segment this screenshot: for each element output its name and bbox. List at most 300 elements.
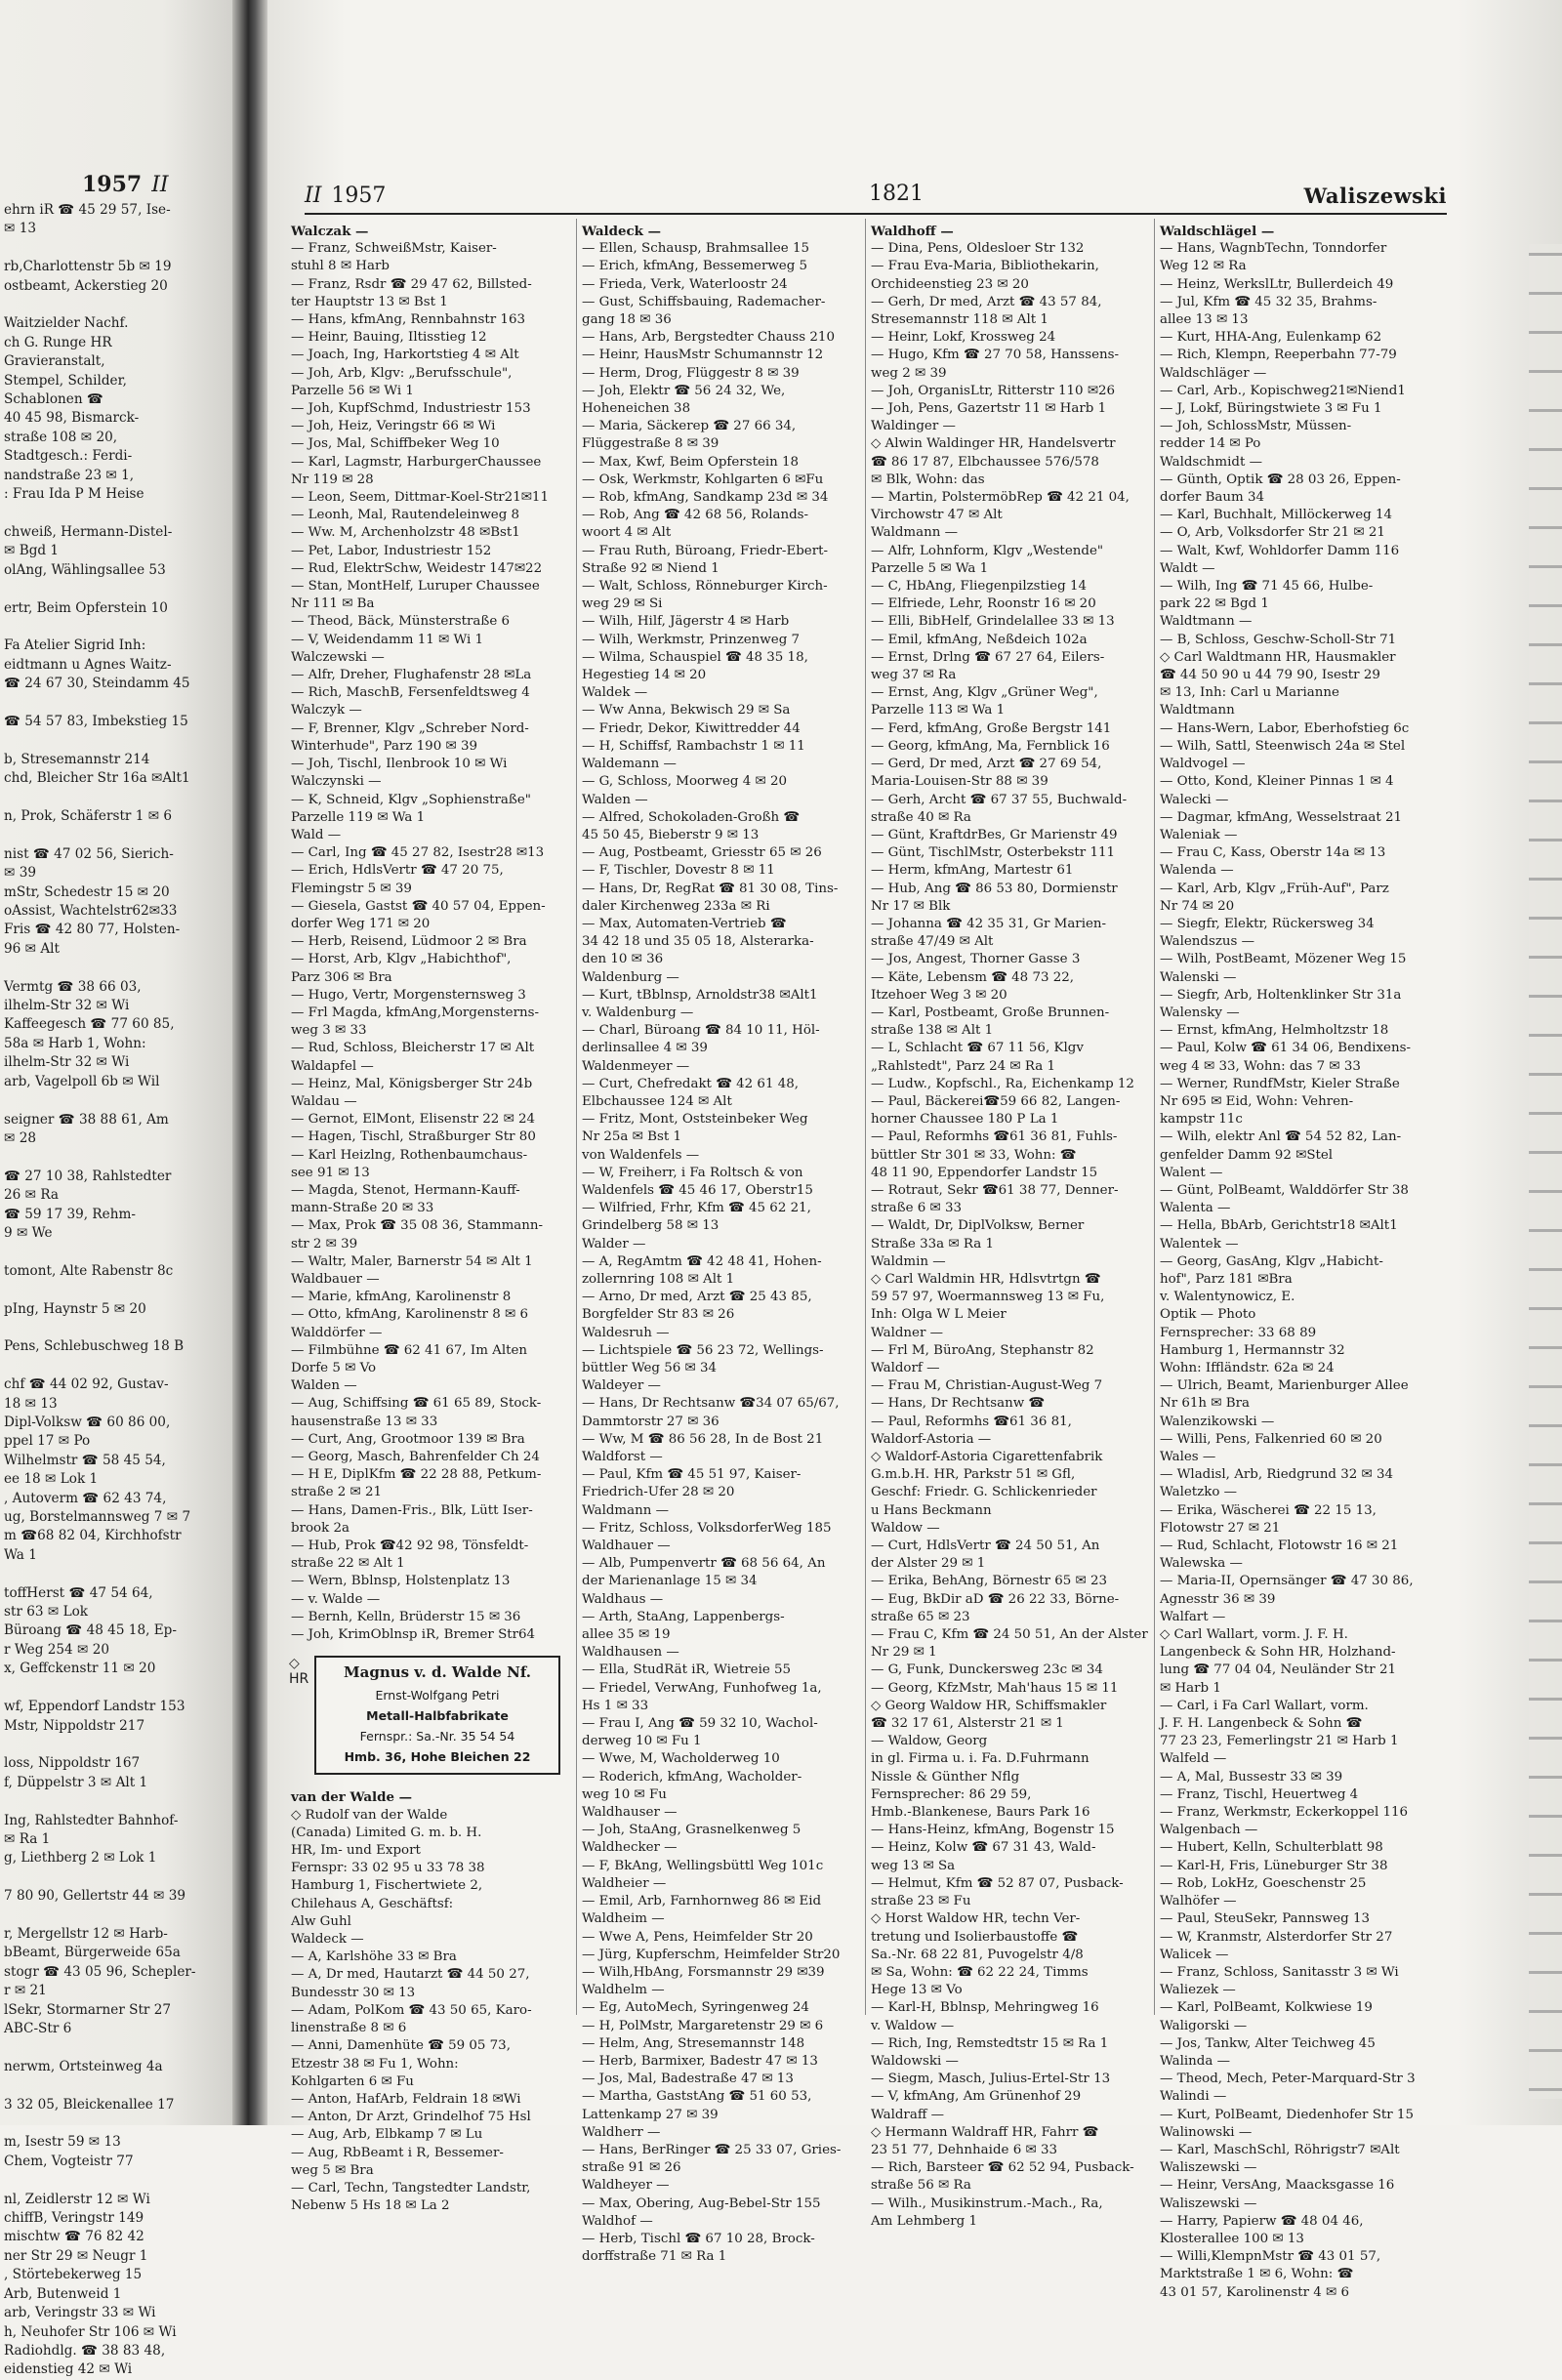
directory-entry-line: — Aug, Arb, Elbkamp 7 ✉ Lu xyxy=(291,2127,483,2143)
right-header-left xyxy=(305,184,386,208)
directory-entry-line: — Maria-II, Opernsänger ☎ 47 30 86, xyxy=(1160,1574,1414,1589)
directory-entry-line xyxy=(4,1319,228,1337)
directory-entry-line: — Erich, HdlsVertr ☎ 47 20 75, xyxy=(291,863,504,879)
directory-entry-line: — Gerd, Dr med, Arzt ☎ 27 69 54, xyxy=(871,757,1102,772)
directory-entry-line: — Hans, Dr, RegRat ☎ 81 30 08, Tins- xyxy=(582,881,839,896)
column-rule xyxy=(576,219,577,2015)
directory-entry-line: ppel 17 ✉ Po xyxy=(4,1433,91,1450)
directory-entry-line: Chem, Vogteistr 77 xyxy=(4,2153,134,2169)
directory-entry-line: — Joh, Arb, Klgv: „Berufsschule", xyxy=(291,365,513,381)
directory-entry-line: — Hans-Heinz, kfmAng, Bogenstr 15 xyxy=(871,1823,1115,1838)
directory-entry-line: Schablonen ☎ xyxy=(4,391,103,408)
directory-entry-line: , Autoverm ☎ 62 43 74, xyxy=(4,1490,167,1506)
directory-entry-line: brook 2a xyxy=(291,1520,349,1536)
directory-entry-line: ostbeamt, Ackerstieg 20 xyxy=(4,277,168,294)
directory-entry-line: „Rahlstedt", Parz 24 ✉ Ra 1 xyxy=(871,1058,1056,1074)
directory-entry-line: weg 4 ✉ 33, Wohn: das 7 ✉ 33 xyxy=(1160,1058,1361,1074)
directory-entry-line: Büroang ☎ 48 45 18, Ep- xyxy=(4,1622,177,1639)
directory-entry-line: — Jos, Mal, Badestraße 47 ✉ 13 xyxy=(582,2072,794,2087)
directory-entry-line: Etzestr 38 ✉ Fu 1, Wohn: xyxy=(291,2056,459,2072)
directory-entry-line: — Siegfr, Arb, Holtenklinker Str 31a xyxy=(1160,987,1402,1003)
directory-entry-line xyxy=(4,1792,228,1811)
directory-entry-line: — Marie, kfmAng, Karolinenstr 8 xyxy=(291,1290,512,1305)
directory-entry-line: Waldheyer — xyxy=(582,2178,670,2194)
directory-entry-line: ◇ Alwin Waldinger HR, Handelsvertr xyxy=(871,436,1116,452)
directory-entry-line: oAssist, Wachtelstr62✉33 xyxy=(4,903,178,920)
directory-entry-line: Nr 74 ✉ 20 xyxy=(1160,898,1235,914)
left-header-section: II xyxy=(151,173,169,197)
directory-entry-line: — A, Karlshöhe 33 ✉ Bra xyxy=(291,1949,457,1965)
directory-entry-line: Sa.-Nr. 68 22 81, Puvogelstr 4/8 xyxy=(871,1947,1084,1962)
directory-entry-line: ✉ 13, Inh: Carl u Marianne xyxy=(1160,685,1339,701)
directory-entry-line: — H, Schiffsf, Rambachstr 1 ✉ 11 xyxy=(582,738,805,754)
right-page xyxy=(267,0,1562,2300)
directory-entry-line: — Ella, StudRät iR, Wietreie 55 xyxy=(582,1662,792,1678)
directory-entry-line: — Rob, LokHz, Goeschenstr 25 xyxy=(1160,1875,1367,1891)
directory-entry-line: — Hans, Damen-Fris., Blk, Lütt Iser- xyxy=(291,1502,533,1518)
directory-entry-line: Mstr, Nippoldstr 217 xyxy=(4,1717,145,1734)
directory-entry-line: — Hans, kfmAng, Rennbahnstr 163 xyxy=(291,312,525,328)
directory-entry-line: Orchideenstieg 23 ✉ 20 xyxy=(871,276,1029,292)
directory-entry-line: — Ernst, kfmAng, Helmholtzstr 18 xyxy=(1160,1023,1389,1039)
directory-entry-line: — Max, Automaten-Vertrieb ☎ xyxy=(582,916,787,931)
directory-entry-line: woort 4 ✉ Alt xyxy=(582,525,672,541)
directory-entry-line: Waldemann — xyxy=(582,757,677,772)
directory-entry-line: — Gerh, Archt ☎ 67 37 55, Buchwald- xyxy=(871,792,1128,807)
directory-entry-line: Walicek — xyxy=(1160,1947,1229,1962)
directory-entry-line: — Walt, Schloss, Rönneburger Kirch- xyxy=(582,579,828,595)
directory-entry-line: — Heinz, WerkslLtr, Bullerdeich 49 xyxy=(1160,276,1394,292)
directory-entry-line: — Anton, Dr Arzt, Grindelhof 75 Hsl xyxy=(291,2110,531,2125)
directory-entry-line: — Ferd, kfmAng, Große Bergstr 141 xyxy=(871,720,1112,736)
directory-entry-line: — Herb, Barmixer, Badestr 47 ✉ 13 xyxy=(582,2053,818,2069)
directory-entry-line: — Carl, i Fa Carl Wallart, vorm. xyxy=(1160,1698,1369,1713)
directory-entry-line: — Pet, Labor, Industriestr 152 xyxy=(291,543,492,558)
directory-entry-line: Virchowstr 47 ✉ Alt xyxy=(871,508,1003,523)
directory-entry-line: Dipl-Volksw ☎ 60 86 00, xyxy=(4,1415,171,1430)
directory-entry-line: Klosterallee 100 ✉ 13 xyxy=(1160,2231,1304,2246)
directory-entry-line: g, Liethberg 2 ✉ Lok 1 xyxy=(4,1850,157,1867)
directory-entry-line: — Theod, Mech, Peter-Marquard-Str 3 xyxy=(1160,2072,1416,2087)
directory-entry-line: Waldvogel — xyxy=(1160,757,1246,772)
directory-entry-line: Arb, Butenweid 1 xyxy=(4,2285,122,2302)
directory-entry-line: 3 32 05, Bleickenallee 17 xyxy=(4,2096,175,2113)
directory-entry-line: — Wwe, M, Wacholderweg 10 xyxy=(582,1751,780,1767)
directory-entry-line: ✉ 13 xyxy=(4,221,37,237)
directory-entry-line: Lattenkamp 27 ✉ 39 xyxy=(582,2107,719,2122)
directory-entry-line: straße 6 ✉ 33 xyxy=(871,1201,963,1216)
directory-entry-line: 40 45 98, Bismarck- xyxy=(4,410,140,427)
directory-entry-line: Fernsprecher: 33 68 89 xyxy=(1160,1325,1317,1340)
directory-entry-line: — Kurt, PolBeamt, Diedenhofer Str 15 xyxy=(1160,2107,1414,2122)
directory-entry-line: Straße 33a ✉ Ra 1 xyxy=(871,1236,994,1252)
directory-entry-line: — A, RegAmtm ☎ 42 48 41, Hohen- xyxy=(582,1253,822,1269)
directory-entry-line: ug, Borstelmannsweg 7 ✉ 7 xyxy=(4,1509,191,1526)
ad-line-business: Metall-Halbfabrikate xyxy=(366,1708,509,1724)
directory-entry-line: str 63 ✉ Lok xyxy=(4,1604,89,1621)
directory-entry-line: — Emil, kfmAng, Neßdeich 102a xyxy=(871,632,1088,647)
directory-entry-line: weg 29 ✉ Si xyxy=(582,596,663,612)
directory-entry-line: Walgenbach — xyxy=(1160,1823,1258,1838)
directory-entry-line: park 22 ✉ Bgd 1 xyxy=(1160,596,1269,612)
directory-entry-line: — B, Schloss, Geschw-Scholl-Str 71 xyxy=(1160,632,1397,647)
directory-entry-line xyxy=(4,2114,228,2133)
directory-entry-line: ✉ Ra 1 xyxy=(4,1830,51,1847)
directory-entry-line: — Paul, Bäckerei☎59 66 82, Langen- xyxy=(871,1093,1121,1109)
ad-hr: HR xyxy=(289,1671,309,1688)
directory-entry-line: — Herb, Tischl ☎ 67 10 28, Brock- xyxy=(582,2231,815,2246)
directory-entry-line: loss, Nippoldstr 167 xyxy=(4,1755,141,1772)
directory-entry-line: , Störtebekerweg 15 xyxy=(4,2267,143,2283)
directory-entry-line: — Osk, Werkmstr, Kohlgarten 6 ✉Fu xyxy=(582,472,824,487)
directory-entry-line: Parzelle 119 ✉ Wa 1 xyxy=(291,809,426,825)
directory-entry-line: wf, Eppendorf Landstr 153 xyxy=(4,1699,185,1715)
directory-entry-line: — Joh, Heiz, Veringstr 66 ✉ Wi xyxy=(291,419,496,434)
directory-entry-line: chweiß, Hermann-Distel- xyxy=(4,523,173,540)
directory-entry-line: Walfart — xyxy=(1160,1609,1226,1624)
directory-entry-line: eidenstieg 42 ✉ Wi xyxy=(4,2361,133,2378)
directory-entry-line: Weg 12 ✉ Ra xyxy=(1160,259,1247,274)
directory-entry-line: — v. Walde — xyxy=(291,1591,381,1607)
directory-entry-line: — Frl M, BüroAng, Stephanstr 82 xyxy=(871,1342,1094,1358)
directory-entry-line: Stadtgesch.: Ferdi- xyxy=(4,448,133,465)
directory-entry-line: — Stan, MontHelf, Luruper Chaussee xyxy=(291,579,540,595)
directory-entry-line: — Kurt, tBblnsp, Arnoldstr38 ✉Alt1 xyxy=(582,987,818,1003)
directory-entry-line: — Franz, Tischl, Heuertweg 4 xyxy=(1160,1786,1359,1802)
directory-entry-line xyxy=(4,826,228,844)
directory-entry-line: von Waldenfels — xyxy=(582,1147,700,1163)
directory-entry-line: pIng, Haynstr 5 ✉ 20 xyxy=(4,1300,146,1317)
directory-entry-line: — Werner, RundfMstr, Kieler Straße xyxy=(1160,1076,1400,1091)
directory-entry-line: — Anton, HafArb, Feldrain 18 ✉Wi xyxy=(291,2091,521,2107)
directory-entry-line: — Dagmar, kfmAng, Wesselstraat 21 xyxy=(1160,809,1403,825)
directory-entry-line: — Ernst, Drlng ☎ 67 27 64, Eilers- xyxy=(871,649,1105,665)
directory-entry-line: Walddörfer — xyxy=(291,1325,383,1340)
directory-entry-line: — Alb, Pumpenvertr ☎ 68 56 64, An xyxy=(582,1556,826,1572)
directory-entry-line: — Hagen, Tischl, Straßburger Str 80 xyxy=(291,1129,536,1145)
directory-entry-line: Fris ☎ 42 80 77, Holsten- xyxy=(4,922,181,938)
directory-entry-line: stogr ☎ 43 05 96, Schepler- xyxy=(4,1963,196,1980)
directory-entry-line: Friedrich-Ufer 28 ✉ 20 xyxy=(582,1485,735,1500)
directory-entry-line: ◇ Rudolf van der Walde xyxy=(291,1807,448,1823)
directory-entry-line: — Jul, Kfm ☎ 45 32 35, Brahms- xyxy=(1160,294,1377,309)
directory-entry-line: — Hans, Dr Rechtsanw ☎34 07 65/67, xyxy=(582,1396,840,1412)
directory-entry-line: — Alfred, Schokoladen-Großh ☎ xyxy=(582,809,801,825)
directory-entry-line: — Max, Kwf, Beim Opferstein 18 xyxy=(582,454,800,470)
directory-entry-line: Kohlgarten 6 ✉ Fu xyxy=(291,2073,414,2089)
directory-entry-line: Bundesstr 30 ✉ 13 xyxy=(291,1985,416,2000)
directory-entry-line: straße 65 ✉ 23 xyxy=(871,1609,970,1624)
directory-entry-line: — Ww Anna, Bekwisch 29 ✉ Sa xyxy=(582,703,791,718)
directory-entry-line: (Canada) Limited G. m. b. H. xyxy=(291,1825,482,1840)
directory-entry-line: Fernsprecher: 86 29 59, xyxy=(871,1786,1032,1802)
directory-entry-line: — F, BkAng, Wellingsbüttl Weg 101c xyxy=(582,1858,824,1873)
directory-entry-line: — Johanna ☎ 42 35 31, Gr Marien- xyxy=(871,916,1107,931)
directory-entry-line: stuhl 8 ✉ Harb xyxy=(291,259,390,274)
directory-entry-line: Walfeld — xyxy=(1160,1751,1227,1767)
directory-entry-line: ter Hauptstr 13 ✉ Bst 1 xyxy=(291,294,448,309)
directory-entry-line: Wilhelmstr ☎ 58 45 54, xyxy=(4,1452,166,1468)
directory-entry-line: straße 47/49 ✉ Alt xyxy=(871,934,994,950)
directory-entry-line: tretung und Isolierbaustoffe ☎ xyxy=(871,1929,1079,1945)
directory-entry-line: hausenstraße 13 ✉ 33 xyxy=(291,1414,438,1429)
directory-entry-line: Waldherr — xyxy=(582,2124,661,2140)
directory-entry-line: — Walt, Kwf, Wohldorfer Damm 116 xyxy=(1160,543,1400,558)
directory-entry-line: ✉ Bgd 1 xyxy=(4,543,60,559)
directory-entry-line: dorffstraße 71 ✉ Ra 1 xyxy=(582,2249,727,2265)
directory-entry-line: ilhelm-Str 32 ✉ Wi xyxy=(4,1054,130,1071)
directory-entry-line: — Ww. M, Archenholzstr 48 ✉Bst1 xyxy=(291,525,520,541)
directory-entry-line: — Joh, KupfSchmd, Industriestr 153 xyxy=(291,401,531,417)
directory-entry-line: — F, Brenner, Klgv „Schreber Nord- xyxy=(291,720,529,736)
column-1-entries xyxy=(291,223,576,1644)
directory-entry-line: — Joh, SchlossMstr, Müssen- xyxy=(1160,419,1352,434)
directory-entry-line: — Heinr, Lokf, Krossweg 24 xyxy=(871,330,1056,346)
directory-entry-line: — Friedr, Dekor, Kiwittredder 44 xyxy=(582,720,801,736)
column-1-entries-continued xyxy=(291,1788,576,2215)
directory-entry-line: — Wilma, Schauspiel ☎ 48 35 18, xyxy=(582,649,808,665)
directory-entry-line: Flotowstr 27 ✉ 21 xyxy=(1160,1520,1281,1536)
directory-entry-line: ilhelm-Str 32 ✉ Wi xyxy=(4,998,130,1014)
directory-entry-line: — Günth, Optik ☎ 28 03 26, Eppen- xyxy=(1160,472,1401,487)
book-gutter xyxy=(232,0,267,2125)
left-page xyxy=(0,0,232,2378)
directory-entry-line: — Karl, Buchhalt, Millöckerweg 14 xyxy=(1160,508,1393,523)
directory-entry-line: — Frau C, Kfm ☎ 24 50 51, An der Alster xyxy=(871,1627,1148,1643)
directory-entry-line: — Gerh, Dr med, Arzt ☎ 43 57 84, xyxy=(871,294,1102,309)
directory-entry-line: in gl. Firma u. i. Fa. D.Fuhrmann xyxy=(871,1751,1089,1767)
directory-entry-line: — Helmut, Kfm ☎ 52 87 07, Pusback- xyxy=(871,1875,1124,1891)
directory-entry-line: — Herb, Reisend, Lüdmoor 2 ✉ Bra xyxy=(291,934,527,950)
directory-entry-line: ☎ 44 50 90 u 44 79 90, Isestr 29 xyxy=(1160,668,1380,683)
directory-entry-line: Elbchaussee 124 ✉ Alt xyxy=(582,1093,732,1109)
directory-entry-line: dorfer Baum 34 xyxy=(1160,490,1265,506)
directory-entry-line: u Hans Beckmann xyxy=(871,1502,992,1518)
directory-entry-line: Waldhaus — xyxy=(582,1591,664,1607)
directory-entry-line: — Rud, Schlacht, Flotowstr 16 ✉ 21 xyxy=(1160,1539,1399,1554)
directory-entry-line: Langenbeck & Sohn HR, Holzhand- xyxy=(1160,1645,1396,1661)
directory-entry-line: Walenta — xyxy=(1160,1201,1231,1216)
directory-entry-line: ◇ Carl Waldtmann HR, Hausmakler xyxy=(1160,649,1396,665)
directory-entry-line: seigner ☎ 38 88 61, Am xyxy=(4,1111,169,1128)
directory-entry-line: — Theod, Bäck, Münsterstraße 6 xyxy=(291,614,511,630)
ad-diamond: ◇ xyxy=(289,1656,300,1672)
page-keyword: Waliszewski xyxy=(1303,184,1447,208)
directory-entry-line: straße 138 ✉ Alt 1 xyxy=(871,1023,994,1039)
directory-entry-line: 34 42 18 und 35 05 18, Alsterarka- xyxy=(582,934,814,950)
directory-entry-line: — Giesela, Gastst ☎ 40 57 04, Eppen- xyxy=(291,898,546,914)
directory-entry-line: Waldschlägel — xyxy=(1160,224,1275,239)
directory-entry-line: — Günt, PolBeamt, Walddörfer Str 38 xyxy=(1160,1182,1409,1198)
directory-entry-line: — Paul, SteuSekr, Pannsweg 13 xyxy=(1160,1911,1370,1927)
page-edge-bleed xyxy=(1529,244,1562,2099)
directory-entry-line: Waldowski — xyxy=(871,2053,959,2069)
directory-entry-line: dorfer Weg 171 ✉ 20 xyxy=(291,916,431,931)
directory-entry-line: Hamburg 1, Hermannstr 32 xyxy=(1160,1342,1345,1358)
directory-entry-line: Waldheim — xyxy=(582,1911,665,1927)
directory-entry-line: Dammtorstr 27 ✉ 36 xyxy=(582,1414,719,1429)
directory-entry-line: — Otto, Kond, Kleiner Pinnas 1 ✉ 4 xyxy=(1160,774,1394,790)
directory-entry-line: Waldek — xyxy=(582,685,648,701)
directory-entry-line: — Paul, Reformhs ☎61 36 81, xyxy=(871,1414,1072,1429)
directory-entry-line: Walenski — xyxy=(1160,969,1237,985)
directory-entry-line: Waldau — xyxy=(291,1093,357,1109)
directory-entry-line: 59 57 97, Woermannsweg 13 ✉ Fu, xyxy=(871,1290,1105,1305)
directory-entry-line: Waldhelm — xyxy=(582,1983,665,1998)
directory-entry-line: Waldbauer — xyxy=(291,1271,380,1287)
directory-entry-line: — Kurt, HHA-Ang, Eulenkamp 62 xyxy=(1160,330,1382,346)
directory-entry-line: — Harry, Papierw ☎ 48 04 46, xyxy=(1160,2213,1364,2229)
directory-entry-line: horner Chaussee 180 P La 1 xyxy=(871,1112,1059,1128)
directory-entry-line: 96 ✉ Alt xyxy=(4,940,60,957)
directory-entry-line: Walindi — xyxy=(1160,2089,1227,2105)
directory-entry-line: Wald — xyxy=(291,827,342,842)
directory-entry-line: — Wilh, PostBeamt, Mözener Weg 15 xyxy=(1160,952,1407,967)
directory-entry-line: Chilehaus A, Geschäftsf: xyxy=(291,1896,454,1911)
directory-entry-line: Walczyk — xyxy=(291,703,362,718)
directory-entry-line: — O, Arb, Volksdorfer Str 21 ✉ 21 xyxy=(1160,525,1385,541)
directory-entry-line: — W, Kranmstr, Alsterdorfer Str 27 xyxy=(1160,1929,1393,1945)
directory-entry-line: straße 108 ✉ 20, xyxy=(4,429,118,445)
directory-entry-line: — Charl, Büroang ☎ 84 10 11, Höl- xyxy=(582,1023,820,1039)
directory-entry-line: Waletzko — xyxy=(1160,1485,1238,1500)
directory-entry-line: — Curt, Ang, Grootmoor 139 ✉ Bra xyxy=(291,1431,525,1447)
directory-entry-line xyxy=(4,296,228,314)
directory-entry-line: r Weg 254 ✉ 20 xyxy=(4,1641,110,1658)
directory-entry-line: — Heinz, Mal, Königsberger Str 24b xyxy=(291,1076,533,1091)
directory-entry-line: — Karl-H, Bblnsp, Mehringweg 16 xyxy=(871,2000,1099,2016)
directory-entry-line: — K, Schneid, Klgv „Sophienstraße" xyxy=(291,792,531,807)
directory-entry-line: — Frl Magda, kfmAng,Morgensterns- xyxy=(291,1005,539,1020)
directory-entry-line: Geschf: Friedr. G. Schlickenrieder xyxy=(871,1485,1097,1500)
directory-entry-line: weg 5 ✉ Bra xyxy=(291,2162,374,2178)
directory-entry-line: Radiohdlg. ☎ 38 83 48, xyxy=(4,2342,166,2359)
directory-entry-line: — Hugo, Kfm ☎ 27 70 58, Hanssens- xyxy=(871,348,1120,363)
advertisement-box xyxy=(289,1656,560,1775)
directory-entry-line: Nr 695 ✉ Eid, Wohn: Vehren- xyxy=(1160,1093,1354,1109)
directory-entry-line: tomont, Alte Rabenstr 8c xyxy=(4,1262,174,1279)
directory-entry-line: r, Mergellstr 12 ✉ Harb- xyxy=(4,1925,168,1942)
directory-entry-line: Hoheneichen 38 xyxy=(582,401,691,417)
directory-entry-line: — Waldow, Georg xyxy=(871,1734,988,1749)
directory-entry-line: Kaffeegesch ☎ 77 60 85, xyxy=(4,1016,175,1033)
directory-entry-line: Nr 17 ✉ Blk xyxy=(871,898,951,914)
directory-entry-line: — Hub, Ang ☎ 86 53 80, Dormienstr xyxy=(871,881,1118,896)
directory-entry-line: ABC-Str 6 xyxy=(4,2021,72,2036)
directory-entry-line: — Günt, TischlMstr, Osterbekstr 111 xyxy=(871,845,1116,861)
directory-entry-line: — Leonh, Mal, Rautendeleinweg 8 xyxy=(291,508,520,523)
directory-entry-line: v. Waldenburg — xyxy=(582,1005,694,1020)
directory-entry-line: — G, Schloss, Moorweg 4 ✉ 20 xyxy=(582,774,788,790)
directory-entry-line: bBeamt, Bürgerweide 65a xyxy=(4,1945,181,1961)
directory-entry-line: Waleniak — xyxy=(1160,827,1238,842)
directory-entry-line: Hmb.-Blankenese, Baurs Park 16 xyxy=(871,1805,1090,1821)
directory-entry-line: — Joh, Pens, Gazertstr 11 ✉ Harb 1 xyxy=(871,401,1107,417)
directory-entry-line: — Georg, kfmAng, Ma, Fernblick 16 xyxy=(871,738,1110,754)
directory-entry-line: — Carl, Techn, Tangstedter Landstr, xyxy=(291,2180,531,2195)
directory-entry-line: Waldeck — xyxy=(582,224,662,239)
directory-entry-line: derlinsallee 4 ✉ 39 xyxy=(582,1041,708,1056)
directory-entry-line: Grindelberg 58 ✉ 13 xyxy=(582,1218,719,1234)
directory-entry-line: Walder — xyxy=(582,1236,646,1252)
directory-entry-line: Walczak — xyxy=(291,224,369,239)
left-page-header xyxy=(82,172,169,197)
directory-entry-line: nl, Zeidlerstr 12 ✉ Wi xyxy=(4,2191,150,2207)
directory-entry-line: lSekr, Stormarner Str 27 xyxy=(4,2001,172,2018)
directory-entry-line: — Rich, MaschB, Fersenfeldtsweg 4 xyxy=(291,685,530,701)
directory-entry-line: 18 ✉ 13 xyxy=(4,1395,58,1412)
directory-entry-line: b, Stresemannstr 214 xyxy=(4,751,150,767)
directory-entry-line: Walewska — xyxy=(1160,1556,1243,1572)
directory-entry-line: Stresemannstr 118 ✉ Alt 1 xyxy=(871,312,1048,328)
directory-entry-line: Waldraff — xyxy=(871,2107,944,2122)
directory-entry-line: daler Kirchenweg 233a ✉ Ri xyxy=(582,898,770,914)
directory-entry-line: Maria-Louisen-Str 88 ✉ 39 xyxy=(871,774,1048,790)
directory-entry-line: Nr 25a ✉ Bst 1 xyxy=(582,1129,681,1145)
directory-entry-line: — Fritz, Schloss, VolksdorferWeg 185 xyxy=(582,1520,832,1536)
directory-entry-line: — Aug, Schiffsing ☎ 61 65 89, Stock- xyxy=(291,1396,542,1412)
directory-entry-line: Waldmann — xyxy=(871,525,959,541)
directory-entry-line: — Herm, kfmAng, Martestr 61 xyxy=(871,863,1074,879)
directory-entry-line: Fernspr: 33 02 95 u 33 78 38 xyxy=(291,1861,485,1876)
directory-entry-line: Waldmin — xyxy=(871,1253,946,1269)
directory-entry-line: v. Walentynowicz, E. xyxy=(1160,1290,1295,1305)
directory-entry-line: Hege 13 ✉ Vo xyxy=(871,1983,963,1998)
directory-entry-line: ☎ 24 67 30, Steindamm 45 xyxy=(4,676,190,692)
directory-entry-line: — Wilh,HbAng, Forsmannstr 29 ✉39 xyxy=(582,1964,825,1980)
directory-entry-line: — Käte, Lebensm ☎ 48 73 22, xyxy=(871,969,1075,985)
directory-entry-line: — Horst, Arb, Klgv „Habichthof", xyxy=(291,952,512,967)
directory-entry-line: n, Prok, Schäferstr 1 ✉ 6 xyxy=(4,808,173,824)
directory-entry-line: — Elfriede, Lehr, Roonstr 16 ✉ 20 xyxy=(871,596,1096,612)
directory-entry-line: Nebenw 5 Hs 18 ✉ La 2 xyxy=(291,2198,450,2214)
directory-entry-line: — Rob, Ang ☎ 42 68 56, Rolands- xyxy=(582,508,809,523)
directory-entry-line: straße 40 ✉ Ra xyxy=(871,809,971,825)
directory-entry-line: h, Neuhofer Str 106 ✉ Wi xyxy=(4,2323,177,2340)
directory-entry-line: — Emil, Arb, Farnhornweg 86 ✉ Eid xyxy=(582,1894,822,1909)
directory-entry-line: ✉ Sa, Wohn: ☎ 62 22 24, Timms xyxy=(871,1964,1089,1980)
directory-entry-line: ✉ Blk, Wohn: das xyxy=(871,472,985,487)
ad-line-owner: Ernst-Wolfgang Petri xyxy=(375,1688,500,1703)
directory-entry-line: ✉ Harb 1 xyxy=(1160,1680,1221,1696)
directory-entry-line: G.m.b.H. HR, Parkstr 51 ✉ Gfl, xyxy=(871,1467,1076,1483)
directory-entry-line: — Eg, AutoMech, Syringenweg 24 xyxy=(582,2000,809,2016)
directory-entry-line: Walendszus — xyxy=(1160,934,1255,950)
directory-entry-line: f, Düppelstr 3 ✉ Alt 1 xyxy=(4,1774,148,1790)
directory-entry-line: Walinda — xyxy=(1160,2053,1230,2069)
directory-entry-line: — Friedel, VerwAng, Funhofweg 1a, xyxy=(582,1680,822,1696)
directory-entry-line: — Magda, Stenot, Hermann-Kauff- xyxy=(291,1182,520,1198)
directory-entry-line xyxy=(4,2171,228,2190)
directory-entry-line: — Siegm, Masch, Julius-Ertel-Str 13 xyxy=(871,2072,1111,2087)
directory-entry-line xyxy=(4,1148,228,1167)
directory-entry-line: Waldapfel — xyxy=(291,1058,374,1074)
directory-entry-line xyxy=(4,1679,228,1698)
directory-entry-line: ◇ Horst Waldow HR, techn Ver- xyxy=(871,1911,1081,1927)
directory-entry-line: — Jos, Mal, Schiffbeker Weg 10 xyxy=(291,436,500,452)
directory-entry-line: — Wilh, Ing ☎ 71 45 66, Hulbe- xyxy=(1160,579,1374,595)
directory-entry-line: Walensky — xyxy=(1160,1005,1240,1020)
directory-entry-line: — Karl-H, Fris, Lüneburger Str 38 xyxy=(1160,1858,1388,1873)
directory-entry-line: — Gust, Schiffsbauing, Rademacher- xyxy=(582,294,826,309)
directory-entry-line: ehrn iR ☎ 45 29 57, Ise- xyxy=(4,202,171,218)
directory-entry-line: ☎ 32 17 61, Alsterstr 21 ✉ 1 xyxy=(871,1716,1064,1732)
directory-entry-line: — C, HbAng, Fliegenpilzstieg 14 xyxy=(871,579,1087,595)
directory-entry-line: — Hubert, Kelln, Schulterblatt 98 xyxy=(1160,1840,1383,1856)
directory-entry-line: Waldt — xyxy=(1160,560,1215,576)
directory-entry-line: — Aug, RbBeamt i R, Bessemer- xyxy=(291,2145,504,2160)
directory-entry-line: ◇ Hermann Waldraff HR, Fahrr ☎ xyxy=(871,2124,1099,2140)
